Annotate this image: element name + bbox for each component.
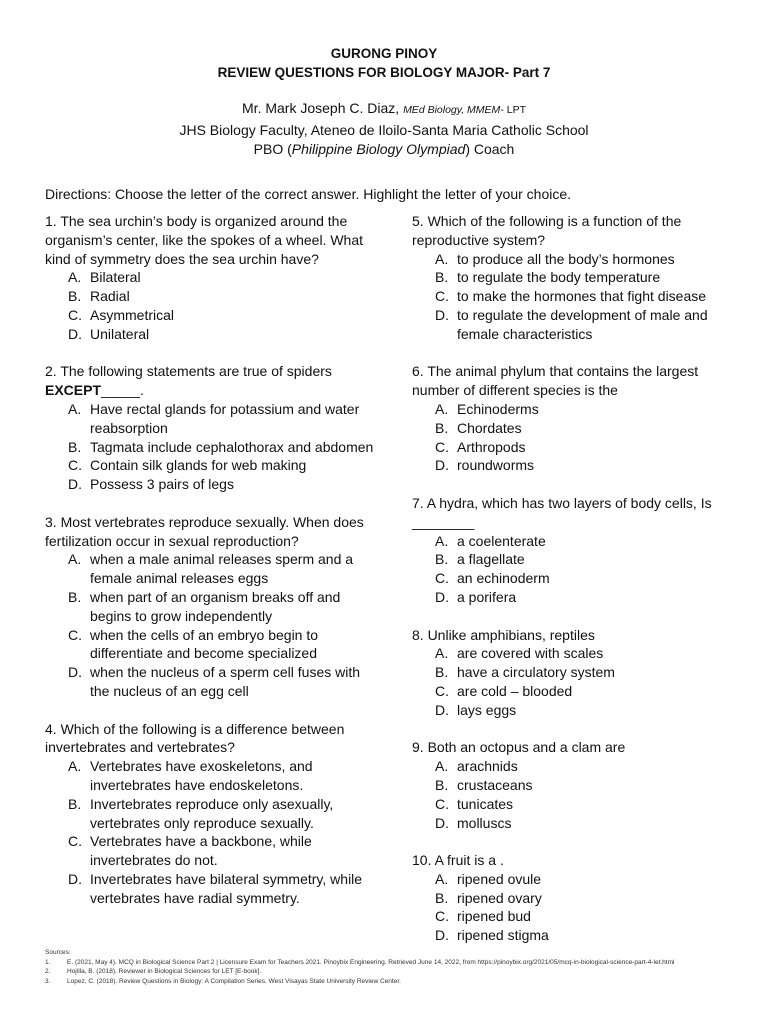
option-text: Vertebrates have a backbone, while invertebrates do not.	[90, 833, 312, 869]
author-license: - LPT	[500, 104, 526, 116]
option-text: molluscs	[457, 814, 512, 831]
question-item	[45, 720, 375, 908]
question-text: 9. Both an octopus and a clam are	[412, 739, 626, 756]
option-text: ripened ovary	[457, 889, 542, 906]
option-letter: C.	[435, 682, 449, 699]
option-letter: A.	[435, 870, 449, 887]
answer-options	[412, 532, 732, 607]
option-letter: D.	[435, 701, 449, 718]
option-text: to regulate the body temperature	[457, 269, 661, 286]
answer-option	[412, 306, 732, 344]
author-name: Mr. Mark Joseph C. Diaz,	[242, 100, 400, 116]
question-stem	[45, 513, 375, 551]
option-letter: B.	[435, 419, 449, 436]
option-text: Radial	[90, 288, 130, 305]
question-text: 7. A hydra, which has two layers of body cells, Is ________	[412, 494, 712, 530]
question-stem	[412, 851, 732, 870]
question-stem	[412, 212, 732, 250]
answer-option	[412, 889, 732, 908]
author-line	[0, 99, 768, 121]
pbo-suffix: ) Coach	[465, 141, 515, 157]
faculty-line: JHS Biology Faculty, Ateneo de Iloilo-Santa Maria Catholic School	[179, 121, 589, 138]
answer-option	[45, 287, 375, 306]
option-text: Contain silk glands for web making	[90, 457, 307, 474]
question-item	[412, 626, 732, 720]
sources-label: Sources:	[45, 949, 71, 956]
right-question-column	[412, 212, 732, 964]
pbo-line	[0, 140, 768, 160]
option-text: to produce all the body’s hormones	[457, 250, 675, 267]
option-text: Bilateral	[90, 269, 141, 286]
question-item	[412, 851, 732, 945]
option-letter: A.	[435, 758, 449, 775]
sources-section	[45, 948, 674, 986]
option-letter: C.	[68, 626, 82, 643]
answer-option	[412, 250, 732, 269]
question-stem	[412, 626, 732, 645]
author-credentials: MEd Biology, MMEM	[403, 104, 501, 116]
option-letter: A.	[68, 758, 82, 775]
answer-option	[412, 644, 732, 663]
answer-option	[45, 626, 375, 664]
question-text: 4. Which of the following is a difference between invertebrates and vertebrates?	[45, 720, 345, 756]
answer-options	[412, 870, 732, 945]
option-letter: A.	[68, 400, 82, 417]
option-letter: D.	[68, 870, 82, 887]
option-letter: B.	[68, 795, 82, 812]
option-letter: B.	[68, 288, 82, 305]
option-text: a flagellate	[457, 551, 525, 568]
answer-option	[412, 907, 732, 926]
question-item	[45, 212, 375, 344]
option-letter: A.	[435, 250, 449, 267]
option-text: ripened stigma	[457, 927, 549, 944]
option-letter: B.	[435, 776, 449, 793]
left-question-column	[45, 212, 375, 926]
option-letter: D.	[435, 588, 449, 605]
question-text: 8. Unlike amphibians, reptiles	[412, 626, 595, 643]
source-number: 1.	[45, 958, 51, 966]
answer-option	[412, 268, 732, 287]
option-text: a coelenterate	[457, 532, 546, 549]
option-letter: C.	[68, 306, 82, 323]
option-text: ripened ovule	[457, 870, 542, 887]
pbo-name: Philippine Biology Olympiad	[291, 141, 466, 157]
answer-option	[45, 795, 375, 833]
option-letter: B.	[435, 269, 449, 286]
question-item	[412, 494, 732, 607]
answer-option	[412, 757, 732, 776]
option-letter: C.	[435, 795, 449, 812]
option-text: Asymmetrical	[90, 306, 175, 323]
option-letter: B.	[435, 664, 449, 681]
option-text: Invertebrates reproduce only asexually, vertebrates only reproduce sexually.	[90, 795, 334, 831]
option-letter: D.	[68, 664, 82, 681]
answer-options	[45, 757, 375, 907]
option-text: tunicates	[457, 795, 514, 812]
source-item	[45, 977, 674, 987]
answer-option	[45, 663, 375, 701]
question-blank: _____.	[101, 382, 144, 399]
option-text: Tagmata include cephalothorax and abdomen	[90, 438, 374, 455]
option-text: Unilateral	[90, 325, 150, 342]
answer-option	[412, 870, 732, 889]
option-text: lays eggs	[457, 701, 517, 718]
source-text: E. (2021, May 4). MCQ in Biological Science Part 2 | Licensure Exam for Teachers 2021. Pinoybix Engineering. Retrieved June 14, 2022, from https://pinoybix.org/2021/05/mcq-in-biological-science-part-4-let.html	[67, 958, 675, 966]
question-stem	[45, 720, 375, 758]
pbo-prefix: PBO (	[253, 141, 292, 157]
question-item	[45, 362, 375, 494]
source-item	[45, 967, 674, 977]
option-letter: C.	[435, 570, 449, 587]
answer-option	[45, 550, 375, 588]
answer-option	[45, 832, 375, 870]
answer-options	[412, 644, 732, 719]
answer-option	[412, 400, 732, 419]
directions: Directions: Choose the letter of the correct answer. Highlight the letter of your choice.	[45, 186, 572, 202]
option-letter: B.	[435, 889, 449, 906]
answer-option	[412, 532, 732, 551]
answer-option	[412, 814, 732, 833]
option-letter: A.	[435, 645, 449, 662]
answer-options	[412, 400, 732, 475]
option-text: an echinoderm	[457, 570, 550, 587]
option-letter: C.	[68, 457, 82, 474]
option-text: are cold – blooded	[457, 682, 573, 699]
answer-option	[412, 456, 732, 475]
option-letter: D.	[435, 814, 449, 831]
option-letter: C.	[68, 833, 82, 850]
answer-option	[412, 795, 732, 814]
option-letter: B.	[68, 588, 82, 605]
question-text: 6. The animal phylum that contains the largest number of different species is the	[412, 363, 699, 399]
option-text: Vertebrates have exoskeletons, and invertebrates have endoskeletons.	[90, 758, 313, 793]
option-letter: D.	[68, 476, 82, 493]
option-text: Possess 3 pairs of legs	[90, 476, 234, 493]
option-letter: A.	[68, 551, 82, 568]
option-letter: D.	[435, 927, 449, 944]
org-title: GURONG PINOY	[330, 46, 438, 61]
option-letter: B.	[435, 551, 449, 568]
answer-option	[412, 682, 732, 701]
answer-option	[45, 757, 375, 795]
option-text: arachnids	[457, 758, 518, 775]
answer-option	[45, 588, 375, 626]
option-text: Invertebrates have bilateral symmetry, while vertebrates have radial symmetry.	[90, 870, 363, 906]
answer-option	[45, 456, 375, 475]
answer-option	[412, 588, 732, 607]
option-letter: D.	[435, 306, 449, 323]
author-block	[0, 99, 768, 160]
answer-option	[45, 475, 375, 494]
option-text: when a male animal releases sperm and a female animal releases eggs	[90, 551, 354, 587]
answer-option	[45, 325, 375, 344]
answer-option	[412, 776, 732, 795]
question-text: 10. A fruit is a .	[412, 852, 504, 869]
option-text: Have rectal glands for potassium and water reabsorption	[90, 400, 360, 436]
option-letter: C.	[435, 288, 449, 305]
option-letter: C.	[435, 438, 449, 455]
option-letter: B.	[68, 438, 82, 455]
option-letter: A.	[435, 532, 449, 549]
option-text: a porifera	[457, 588, 517, 605]
question-stem	[412, 738, 732, 757]
option-letter: D.	[68, 325, 82, 342]
question-stem	[412, 362, 732, 400]
question-item	[412, 362, 732, 475]
answer-option	[45, 268, 375, 287]
answer-option	[412, 926, 732, 945]
answer-option	[412, 701, 732, 720]
answer-option	[412, 419, 732, 438]
question-stem	[412, 494, 732, 532]
answer-options	[45, 400, 375, 494]
source-text: Lopez, C. (2018). Review Questions in Biology: A Compilation Series. West Visayas State University Review Center.	[67, 977, 401, 985]
option-letter: A.	[68, 269, 82, 286]
option-text: ripened bud	[457, 908, 531, 925]
question-text: 3. Most vertebrates reproduce sexually. When does fertilization occur in sexual reproduction?	[45, 513, 364, 549]
option-text: to regulate the development of male and female characteristics	[457, 306, 708, 342]
question-stem	[45, 212, 375, 268]
document-header	[0, 44, 768, 160]
source-text: Hojilla, B. (2018). Reviewer in Biological Sciences for LET [E-book].	[67, 968, 262, 975]
question-emphasis: EXCEPT	[45, 382, 102, 399]
option-text: when part of an organism breaks off and begins to grow independently	[90, 588, 341, 624]
answer-options	[45, 268, 375, 343]
question-item	[45, 513, 375, 701]
source-item	[45, 958, 674, 968]
option-letter: A.	[435, 400, 449, 417]
answer-option	[412, 663, 732, 682]
option-text: Arthropods	[457, 438, 526, 455]
document-title: REVIEW QUESTIONS FOR BIOLOGY MAJOR- Part 7	[217, 65, 551, 80]
option-letter: D.	[435, 457, 449, 474]
option-text: roundworms	[457, 457, 535, 474]
answer-option	[412, 569, 732, 588]
answer-option	[45, 400, 375, 438]
answer-option	[45, 870, 375, 908]
answer-options	[412, 757, 732, 832]
question-text: 1. The sea urchin’s body is organized around the organism’s center, like the spokes of a wheel. What kind of symmetry does the sea urchin have?	[45, 213, 364, 267]
question-text: 5. Which of the following is a function of the reproductive system?	[412, 213, 682, 248]
sources-list	[45, 958, 674, 987]
option-text: Echinoderms	[457, 400, 539, 417]
answer-options	[412, 250, 732, 344]
option-text: are covered with scales	[457, 645, 604, 662]
option-text: when the cells of an embryo begin to differentiate and become specialized	[90, 626, 319, 662]
answer-option	[45, 438, 375, 457]
source-number: 2.	[45, 968, 51, 975]
source-number: 3.	[45, 977, 51, 985]
option-letter: C.	[435, 908, 449, 925]
question-stem	[45, 362, 375, 400]
answer-options	[45, 550, 375, 700]
answer-option	[412, 287, 732, 306]
answer-option	[45, 306, 375, 325]
answer-option	[412, 550, 732, 569]
option-text: to make the hormones that fight disease	[457, 288, 707, 305]
option-text: Chordates	[457, 419, 522, 436]
answer-option	[412, 438, 732, 457]
option-text: have a circulatory system	[457, 664, 615, 681]
question-text: 2. The following statements are true of spiders	[45, 363, 332, 380]
question-item	[412, 212, 732, 344]
question-item	[412, 738, 732, 832]
option-text: when the nucleus of a sperm cell fuses with the nucleus of an egg cell	[90, 664, 361, 699]
option-text: crustaceans	[457, 776, 533, 793]
